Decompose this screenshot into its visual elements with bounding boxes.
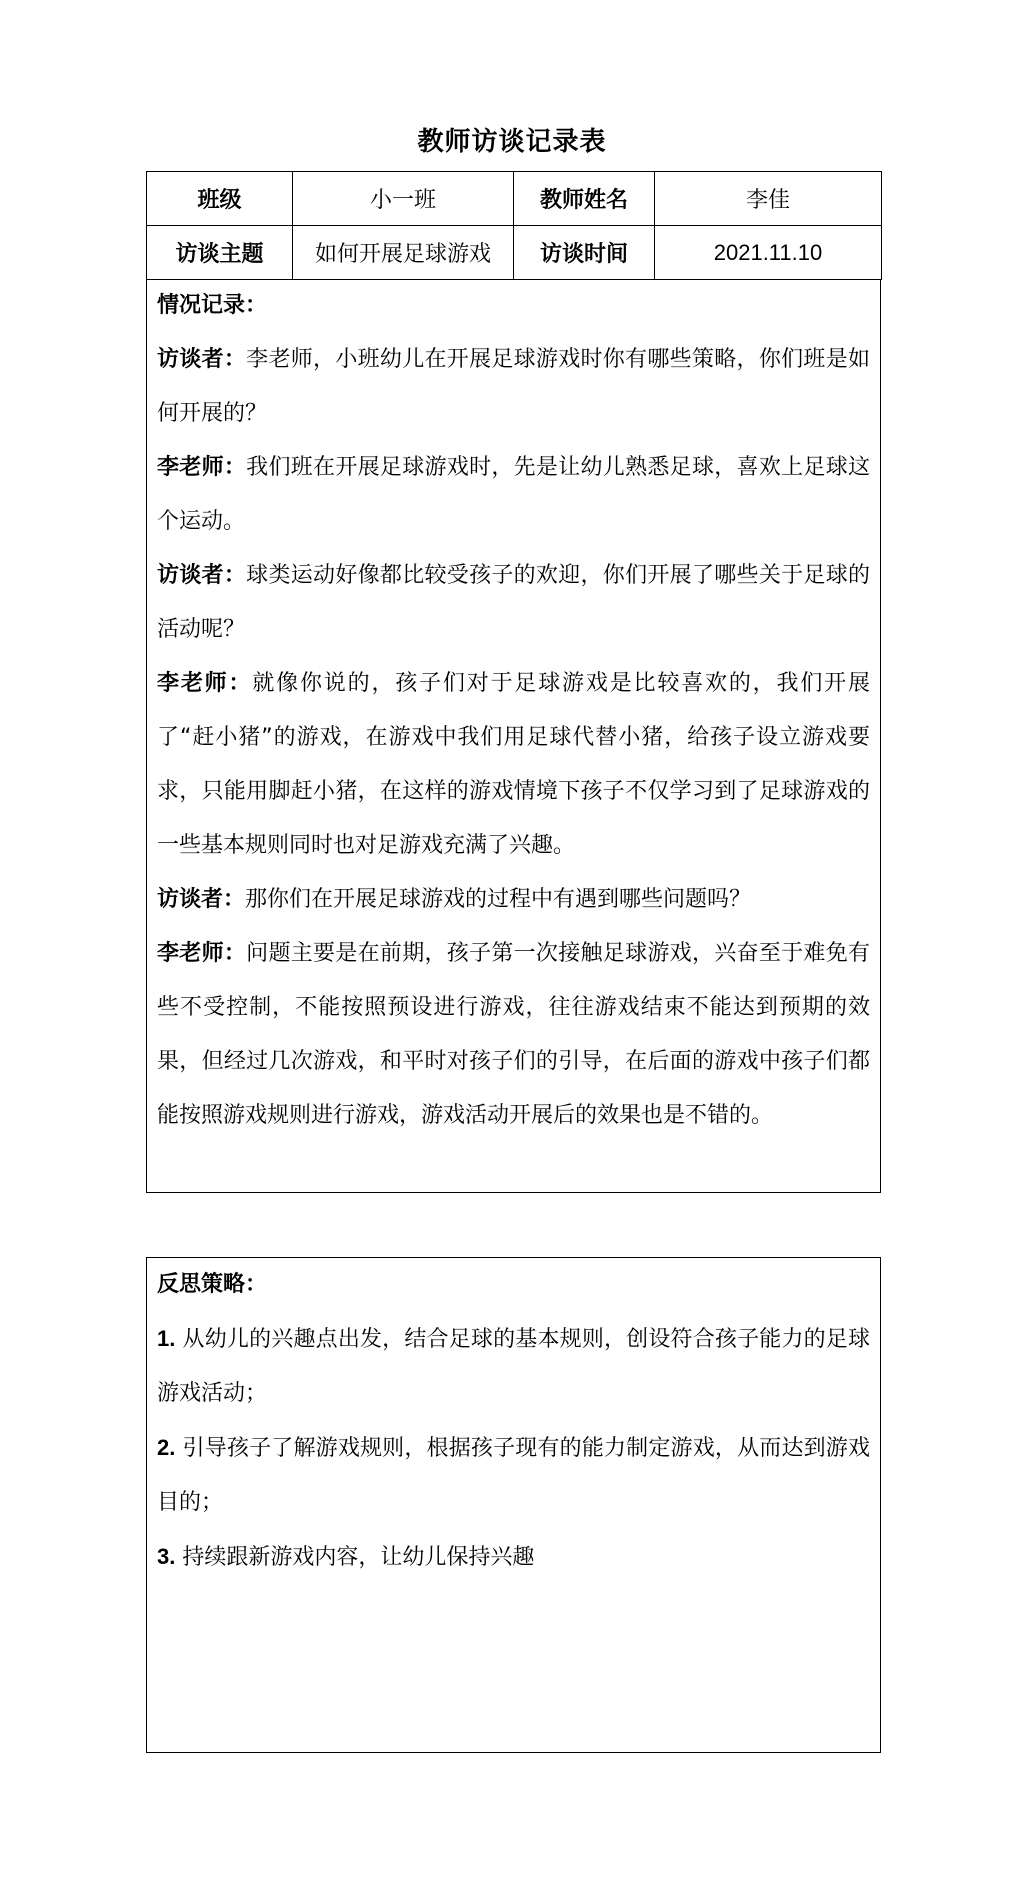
entry-speaker: 李老师： <box>157 671 253 696</box>
time-label: 访谈时间 <box>514 226 655 280</box>
reflection-section <box>146 1257 881 1753</box>
entry-text: 就像你说的，孩子们对于足球游戏是比较喜欢的，我们开展了“赶小猪”的游戏，在游戏中我们用足球代替小猪，给孩子设立游戏要求，只能用脚赶小猪，在这样的游戏情境下孩子不仅学习到了足球游戏的一些基本规则同时也对足游戏充满了兴趣。 <box>157 671 870 858</box>
time-value: 2021.11.10 <box>655 226 882 280</box>
record-entry <box>157 441 870 549</box>
item-number: 2. <box>157 1435 176 1460</box>
info-row-class <box>147 172 882 226</box>
record-entry <box>157 657 870 873</box>
record-section <box>146 279 881 1193</box>
record-entry <box>157 927 870 1143</box>
info-row-topic <box>147 226 882 280</box>
entry-text: 问题主要是在前期，孩子第一次接触足球游戏，兴奋至于难免有些不受控制，不能按照预设进行游戏，往往游戏结束不能达到预期的效果，但经过几次游戏，和平时对孩子们的引导，在后面的游戏中孩子们都能按照游戏规则进行游戏，游戏活动开展后的效果也是不错的。 <box>157 941 870 1128</box>
record-entry <box>157 549 870 657</box>
info-table <box>146 171 882 280</box>
record-entry <box>157 333 870 441</box>
entry-speaker: 李老师： <box>157 455 247 480</box>
entry-speaker: 李老师： <box>157 941 247 966</box>
reflection-heading: 反思策略： <box>157 1272 268 1297</box>
document-title: 教师访谈记录表 <box>417 127 607 157</box>
item-text: 引导孩子了解游戏规则，根据孩子现有的能力制定游戏，从而达到游戏目的； <box>157 1436 870 1515</box>
topic-value: 如何开展足球游戏 <box>293 226 514 280</box>
entry-text: 我们班在开展足球游戏时，先是让幼儿熟悉足球，喜欢上足球这个运动。 <box>157 455 870 534</box>
item-text: 从幼儿的兴趣点出发，结合足球的基本规则，创设符合孩子能力的足球游戏活动； <box>157 1327 870 1406</box>
entry-speaker: 访谈者： <box>157 887 246 912</box>
teacher-value: 李佳 <box>655 172 882 226</box>
class-label: 班级 <box>147 172 293 226</box>
item-text: 持续跟新游戏内容，让幼儿保持兴趣 <box>182 1545 535 1570</box>
entry-speaker: 访谈者： <box>157 347 247 372</box>
entry-text: 球类运动好像都比较受孩子的欢迎，你们开展了哪些关于足球的活动呢？ <box>157 563 870 642</box>
item-number: 1. <box>157 1326 176 1351</box>
reflection-item <box>157 1421 870 1530</box>
reflection-item <box>157 1312 870 1421</box>
class-value: 小一班 <box>293 172 514 226</box>
topic-label: 访谈主题 <box>147 226 293 280</box>
item-number: 3. <box>157 1544 176 1569</box>
teacher-label: 教师姓名 <box>514 172 655 226</box>
record-entry <box>157 873 870 927</box>
entry-text: 那你们在开展足球游戏的过程中有遇到哪些问题吗？ <box>245 887 752 912</box>
reflection-item <box>157 1530 870 1585</box>
entry-speaker: 访谈者： <box>157 563 247 588</box>
entry-text: 李老师，小班幼儿在开展足球游戏时你有哪些策略，你们班是如何开展的？ <box>157 347 870 426</box>
record-heading: 情况记录： <box>157 293 268 318</box>
